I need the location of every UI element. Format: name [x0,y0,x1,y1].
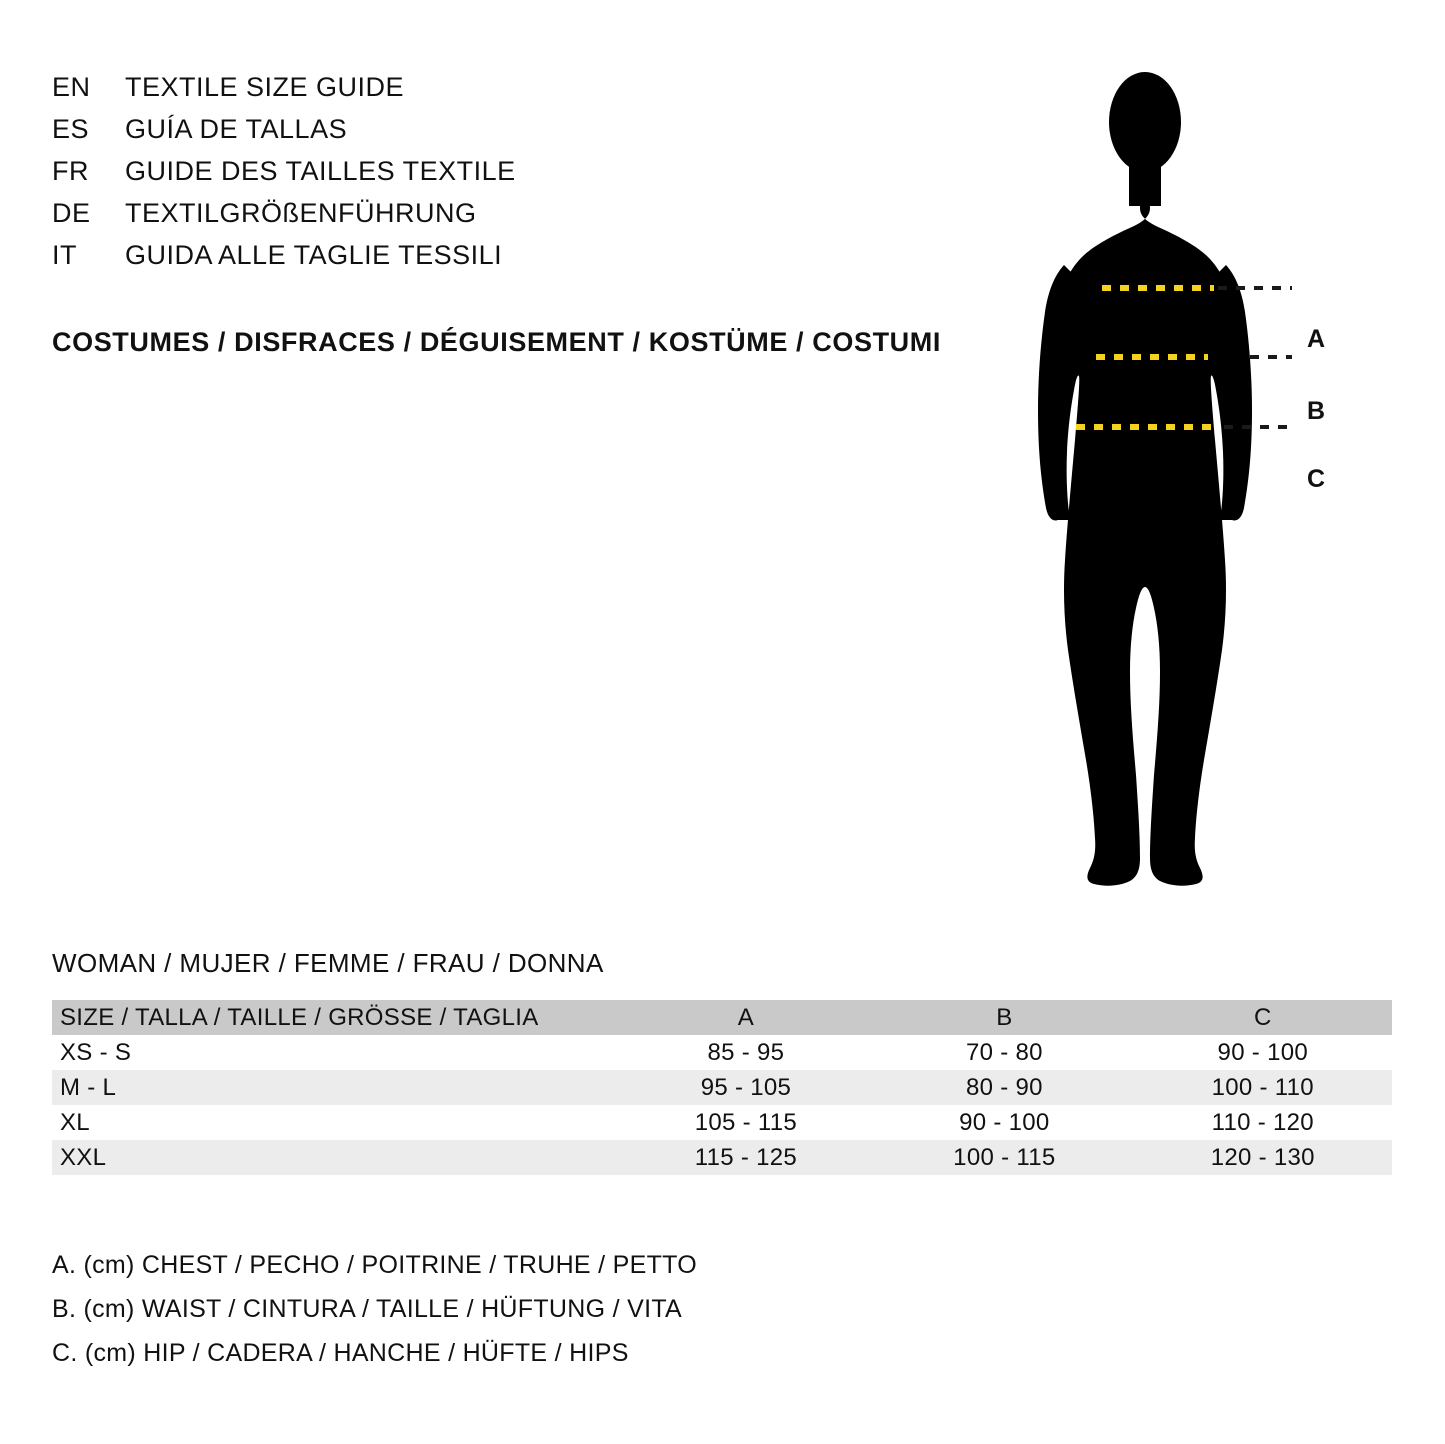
marker-label-c: C [1307,465,1326,493]
language-code-es: ES [52,114,90,144]
cell-b: 100 - 115 [953,1143,1056,1171]
language-code-fr: FR [52,156,89,186]
language-code-it: IT [52,240,77,270]
neck-shape [1129,158,1161,206]
legend-row-a: A. (cm) CHEST / PECHO / POITRINE / TRUHE / PETTO [52,1251,698,1279]
cell-b: 80 - 90 [965,1073,1043,1101]
language-text-es: GUÍA DE TALLAS [125,114,348,144]
cell-a: 105 - 115 [694,1108,798,1136]
language-row-fr [52,156,952,198]
marker-label-a: A [1307,325,1326,353]
cell-c: 120 - 130 [1210,1143,1315,1171]
column-header-size: SIZE / TALLA / TAILLE / GRÖSSE / TAGLIA [60,1003,539,1031]
head-shape [1109,72,1181,172]
language-row-en [52,72,952,114]
costumes-subtitle: COSTUMES / DISFRACES / DÉGUISEMENT / KOSTÜME / COSTUMI [52,327,941,357]
table-header-row [52,1000,1392,1035]
marker-label-b: B [1307,397,1326,425]
measurement-legend [52,1243,1052,1375]
cell-size: XXL [60,1143,107,1171]
language-text-en: TEXTILE SIZE GUIDE [125,72,405,102]
cell-size: XL [60,1108,90,1136]
cell-b: 70 - 80 [965,1038,1043,1066]
language-row-es [52,114,952,156]
language-code-de: DE [52,198,91,228]
cell-size: XS - S [60,1038,132,1066]
cell-a: 115 - 125 [694,1143,798,1171]
column-header-a: A [737,1003,755,1031]
language-text-de: TEXTILGRÖßENFÜHRUNG [125,198,477,228]
size-table-head [52,1000,1392,1035]
size-table [52,1000,1392,1175]
table-section-title: WOMAN / MUJER / FEMME / FRAU / DONNA [52,948,604,978]
table-row [52,1140,1392,1175]
cell-a: 95 - 105 [700,1073,792,1101]
body-shape [1048,96,1241,886]
cell-b: 90 - 100 [959,1108,1050,1136]
size-table-body [52,1035,1392,1175]
table-row [52,1035,1392,1070]
silhouette-svg [1020,60,1380,890]
cell-c: 110 - 120 [1211,1108,1314,1136]
cell-c: 90 - 100 [1217,1038,1309,1066]
column-header-c: C [1253,1003,1272,1031]
cell-a: 85 - 95 [707,1038,785,1066]
cell-size: M - L [60,1073,117,1101]
table-row [52,1105,1392,1140]
legend-row-b: B. (cm) WAIST / CINTURA / TAILLE / HÜFTUNG / VITA [52,1295,683,1323]
language-row-it [52,240,952,282]
table-row [52,1070,1392,1105]
language-text-fr: GUIDE DES TAILLES TEXTILE [125,156,516,186]
language-list [52,72,952,282]
legend-row-c: C. (cm) HIP / CADERA / HANCHE / HÜFTE / HIPS [52,1339,629,1367]
column-header-b: B [996,1003,1013,1031]
language-row-de [52,198,952,240]
language-text-it: GUIDA ALLE TAGLIE TESSILI [125,240,503,270]
language-code-en: EN [52,72,91,102]
cell-c: 100 - 110 [1211,1073,1314,1101]
female-silhouette-figure [1020,60,1380,890]
